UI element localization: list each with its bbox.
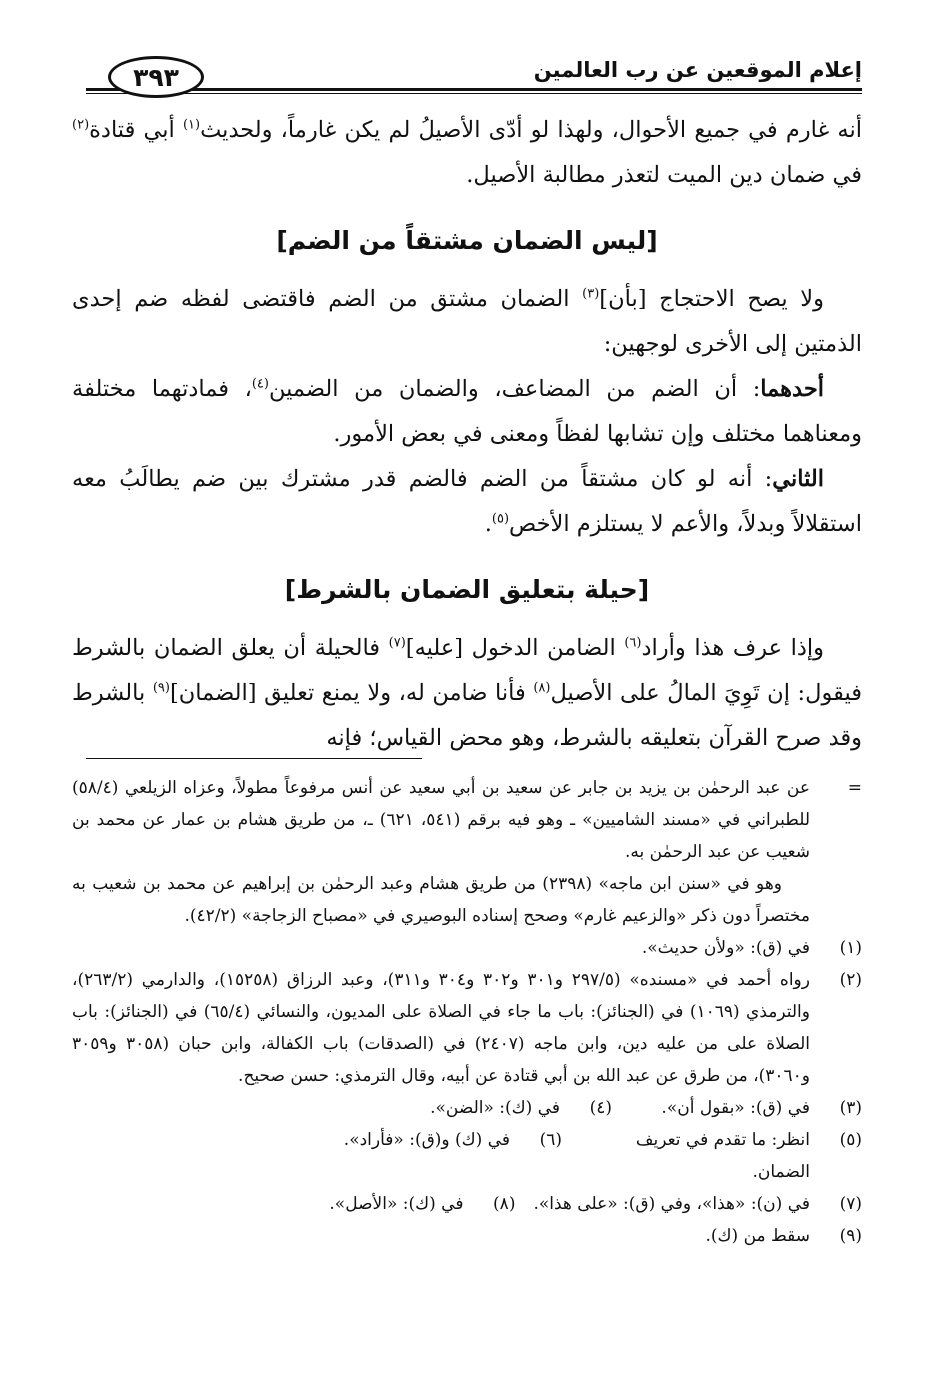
footnote-text: في (ق): «بقول أن». bbox=[661, 1098, 810, 1118]
footnote-text: في (ق): «ولأن حديث». bbox=[641, 938, 810, 958]
footnote-ref-2[interactable]: (٢) bbox=[72, 117, 90, 133]
footnote-text: في (ن): «هذا»، وفي (ق): «على هذا». bbox=[533, 1194, 810, 1214]
footnote-number: (٢) bbox=[839, 970, 862, 990]
text-run: فأنا ضامن له، ولا يمنع تعليق [الضمان] bbox=[169, 680, 534, 706]
page-number: ٣٩٣ bbox=[108, 56, 204, 98]
footnote-number: (١) bbox=[839, 938, 862, 958]
footnote-ref-7[interactable]: (٧) bbox=[388, 635, 406, 651]
footnote-2 bbox=[72, 964, 862, 1092]
paragraph-2 bbox=[72, 277, 862, 367]
footnote-5 bbox=[580, 1124, 862, 1188]
text-run: في ضمان دين الميت لتعذر مطالبة الأصيل. bbox=[466, 162, 862, 188]
continuation-marker: = bbox=[847, 778, 862, 798]
footnote-number: (٨) bbox=[493, 1194, 516, 1214]
footnote-3 bbox=[630, 1092, 862, 1124]
footnote-7 bbox=[533, 1188, 862, 1220]
section-heading-2: [حيلة بتعليق الضمان بالشرط] bbox=[284, 575, 650, 604]
footnote-number: (٦) bbox=[539, 1130, 562, 1150]
paragraph-3 bbox=[72, 367, 862, 457]
spacer bbox=[810, 868, 862, 932]
footnote-row-3-4 bbox=[72, 1092, 862, 1124]
text-run: : أن الضم من المضاعف، والضمان من الضمين bbox=[268, 376, 761, 402]
footnote-9 bbox=[72, 1220, 862, 1252]
text-run: : أنه لو كان مشتقاً من الضم فالضم قدر مشترك بين ضم يطالَبُ معه استقلالاً وبدلاً، والأعم لا يستلزم الأخص bbox=[72, 466, 862, 537]
footnote-ref-8[interactable]: (٨) bbox=[533, 680, 551, 696]
footnote-ref-9[interactable]: (٩) bbox=[152, 680, 170, 696]
footnote-number: (٣) bbox=[839, 1098, 862, 1118]
footnote-row-7-8 bbox=[72, 1188, 862, 1220]
footnote-text: عن عبد الرحمٰن بن يزيد بن جابر عن سعيد بن أبي سعيد عن أنس مرفوعاً مطولاً، وعزاه الزيلعي (٥٨/٤) للطبراني في «مسند الشاميين» ـ وهو فيه برقم (٥٤١، ٦٢١) ـ، من طريق هشام بن عمار عن محمد بن شعيب عن عبد الرحمٰن به. bbox=[72, 778, 811, 862]
footnote-8 bbox=[329, 1188, 515, 1220]
text-run: ولا يصح الاحتجاج [بأن] bbox=[599, 286, 824, 312]
text-run: أنه غارم في جميع الأحوال، ولهذا لو أدّى الأصيلُ لم يكن غارماً، ولحديث bbox=[200, 117, 862, 143]
footnote-continuation-paragraph bbox=[72, 868, 862, 932]
footnote-continuation bbox=[72, 772, 862, 868]
footnote-6 bbox=[344, 1124, 562, 1188]
footnote-ref-3[interactable]: (٣) bbox=[582, 286, 600, 302]
footnote-ref-1[interactable]: (١) bbox=[182, 117, 201, 133]
running-header-title: إعلام الموقعين عن رب العالمين bbox=[533, 58, 862, 82]
footnote-row-5-6 bbox=[72, 1124, 862, 1188]
footnote-number: (٩) bbox=[839, 1226, 862, 1246]
footnote-text: في (ك): «الأصل». bbox=[329, 1194, 464, 1214]
footnote-1 bbox=[72, 932, 862, 964]
paragraph-1 bbox=[72, 108, 862, 198]
text-run: وإذا عرف هذا وأراد bbox=[641, 635, 824, 661]
text-run: ، فمادتهما مختلفة ومعناهما مختلف وإن تشابها لفظاً ومعنى في بعض الأمور. bbox=[72, 376, 862, 447]
footnote-number: (٧) bbox=[839, 1194, 862, 1214]
footnote-ref-4[interactable]: (٤) bbox=[251, 376, 269, 392]
footnote-text: وهو في «سنن ابن ماجه» (٢٣٩٨) من طريق هشام وعبد الرحمٰن بن إبراهيم عن محمد بن شعيب به مختصراً دون ذكر «والزعيم غارم» وصحح إسناده البوصيري في «مصباح الزجاجة» (٤٢/٢). bbox=[72, 874, 810, 926]
footnote-4 bbox=[430, 1092, 612, 1124]
footnote-text: في (ك): «الضن». bbox=[430, 1098, 560, 1118]
header-rule-thin bbox=[86, 93, 862, 94]
text-run: الضمان مشتق من الضم فاقتضى لفظه ضم إحدى الذمتين إلى الأخرى لوجهين: bbox=[72, 286, 862, 357]
paragraph-4 bbox=[72, 457, 862, 547]
paragraph-5 bbox=[72, 626, 862, 761]
footnote-ref-5[interactable]: (٥) bbox=[491, 511, 510, 527]
footnotes bbox=[72, 772, 862, 1252]
text-run: أبي قتادة bbox=[89, 117, 183, 143]
header-rule bbox=[86, 88, 862, 91]
footnote-number: (٤) bbox=[589, 1098, 612, 1118]
footnote-text: سقط من (ك). bbox=[705, 1226, 810, 1246]
footnote-separator bbox=[86, 758, 422, 759]
section-heading-1: [ليس الضمان مشتقاً من الضم] bbox=[276, 226, 658, 255]
keyword-second: الثاني bbox=[772, 466, 824, 492]
main-text bbox=[72, 108, 862, 761]
footnote-text: انظر: ما تقدم في تعريف الضمان. bbox=[635, 1130, 810, 1182]
keyword-first: أحدهما bbox=[760, 376, 824, 402]
footnote-number: (٥) bbox=[839, 1130, 862, 1150]
text-run: فالحيلة أن يعلق الضمان بالشرط فيقول: إن تَوِيَ المالُ على الأصيل bbox=[72, 635, 862, 706]
text-run: الضامن الدخول [عليه] bbox=[405, 635, 625, 661]
text-run: بالشرط وقد صرح القرآن بتعليقه بالشرط، وهو محض القياس؛ فإنه bbox=[72, 680, 862, 751]
text-run: . bbox=[484, 511, 492, 537]
footnote-text: رواه أحمد في «مسنده» (٢٩٧/٥ و٣٠١ و٣٠٢ و٣٠٤ و٣١١)، وعبد الرزاق (١٥٢٥٨)، والدارمي (٢٦٣/٢)، والترمذي (١٠٦٩) في (الجنائز): باب ما جاء في الصلاة على المديون، والنسائي (٦٥/٤) في (الجنائز): باب الصلاة على من عليه دين، وابن ماجه (٢٤٠٧) في (الصدقات) باب الكفالة، وابن حبان (٣٠٥٨ و٣٠٥٩ و٣٠٦٠)، من طرق عن عبد الله بن أبي قتادة عن أبيه، وقال الترمذي: حسن صحيح. bbox=[72, 970, 810, 1086]
footnote-ref-6[interactable]: (٦) bbox=[624, 635, 642, 651]
footnote-text: في (ك) و(ق): «فأراد». bbox=[343, 1130, 510, 1150]
